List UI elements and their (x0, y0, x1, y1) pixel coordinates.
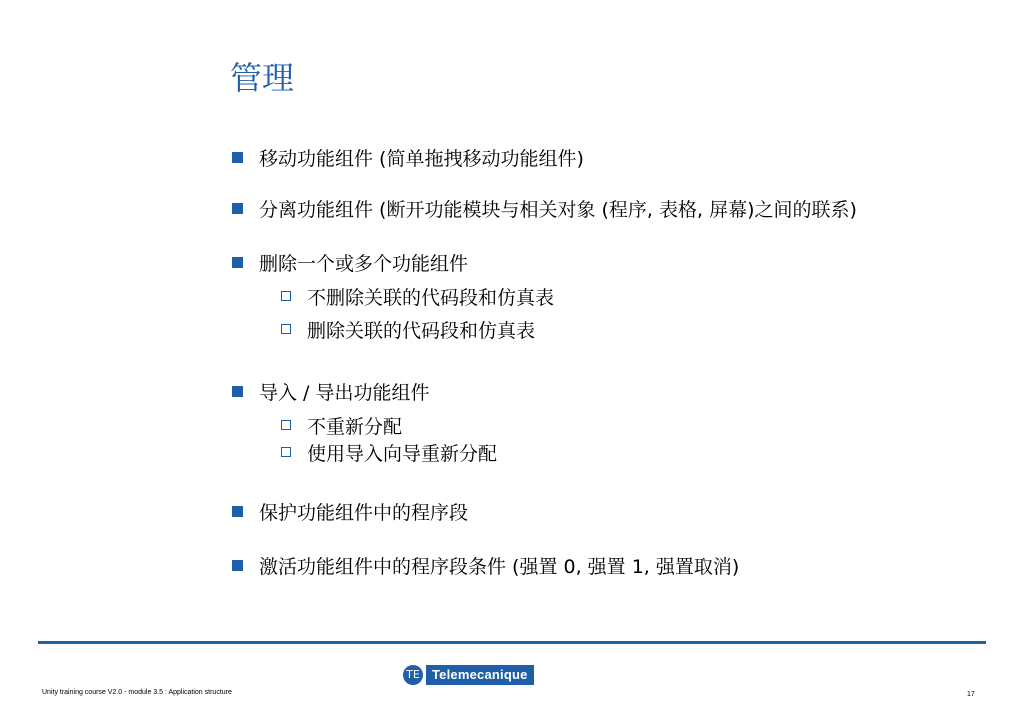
bullet-text: 移动功能组件 (简单拖拽移动功能组件) (259, 147, 584, 170)
footer-course-label: Unity training course V2.0 - module 3.5 : Application structure (42, 689, 232, 696)
bullet-item-detach (230, 194, 857, 222)
hollow-square-bullet-icon (281, 291, 291, 301)
sub-bullet-item (281, 316, 535, 342)
hollow-square-bullet-icon (281, 324, 291, 334)
telemecanique-emblem-icon: TE (403, 665, 423, 685)
sub-bullet-text: 不删除关联的代码段和仿真表 (307, 286, 555, 309)
sub-bullet-item (281, 283, 554, 309)
bullet-text: 导入 / 导出功能组件 (259, 381, 430, 404)
bullet-text: 删除一个或多个功能组件 (259, 252, 469, 275)
page-number: 17 (967, 691, 975, 698)
sub-bullet-text: 删除关联的代码段和仿真表 (307, 319, 536, 342)
bullet-item-protect (230, 497, 468, 525)
sub-bullet-item (281, 412, 402, 438)
square-bullet-icon (232, 257, 243, 268)
square-bullet-icon (232, 203, 243, 214)
bullet-item-activate (230, 551, 739, 579)
bullet-text: 分离功能组件 (断开功能模块与相关对象 (程序, 表格, 屏幕)之间的联系) (259, 198, 857, 221)
bullet-item-move (230, 143, 584, 171)
bullet-text: 激活功能组件中的程序段条件 (强置 0, 强置 1, 强置取消) (259, 555, 740, 578)
square-bullet-icon (232, 506, 243, 517)
square-bullet-icon (232, 386, 243, 397)
bullet-item-delete (230, 248, 468, 276)
square-bullet-icon (232, 152, 243, 163)
square-bullet-icon (232, 560, 243, 571)
hollow-square-bullet-icon (281, 420, 291, 430)
bullet-item-import-export (230, 377, 429, 405)
logo-wordmark: Telemecanique (426, 665, 534, 685)
sub-bullet-text: 使用导入向导重新分配 (307, 442, 498, 465)
telemecanique-logo (403, 664, 534, 686)
slide-title: 管理 (230, 59, 295, 97)
sub-bullet-item (281, 439, 497, 465)
footer-divider (38, 641, 986, 644)
bullet-text: 保护功能组件中的程序段 (259, 501, 469, 524)
sub-bullet-text: 不重新分配 (307, 415, 403, 438)
hollow-square-bullet-icon (281, 447, 291, 457)
